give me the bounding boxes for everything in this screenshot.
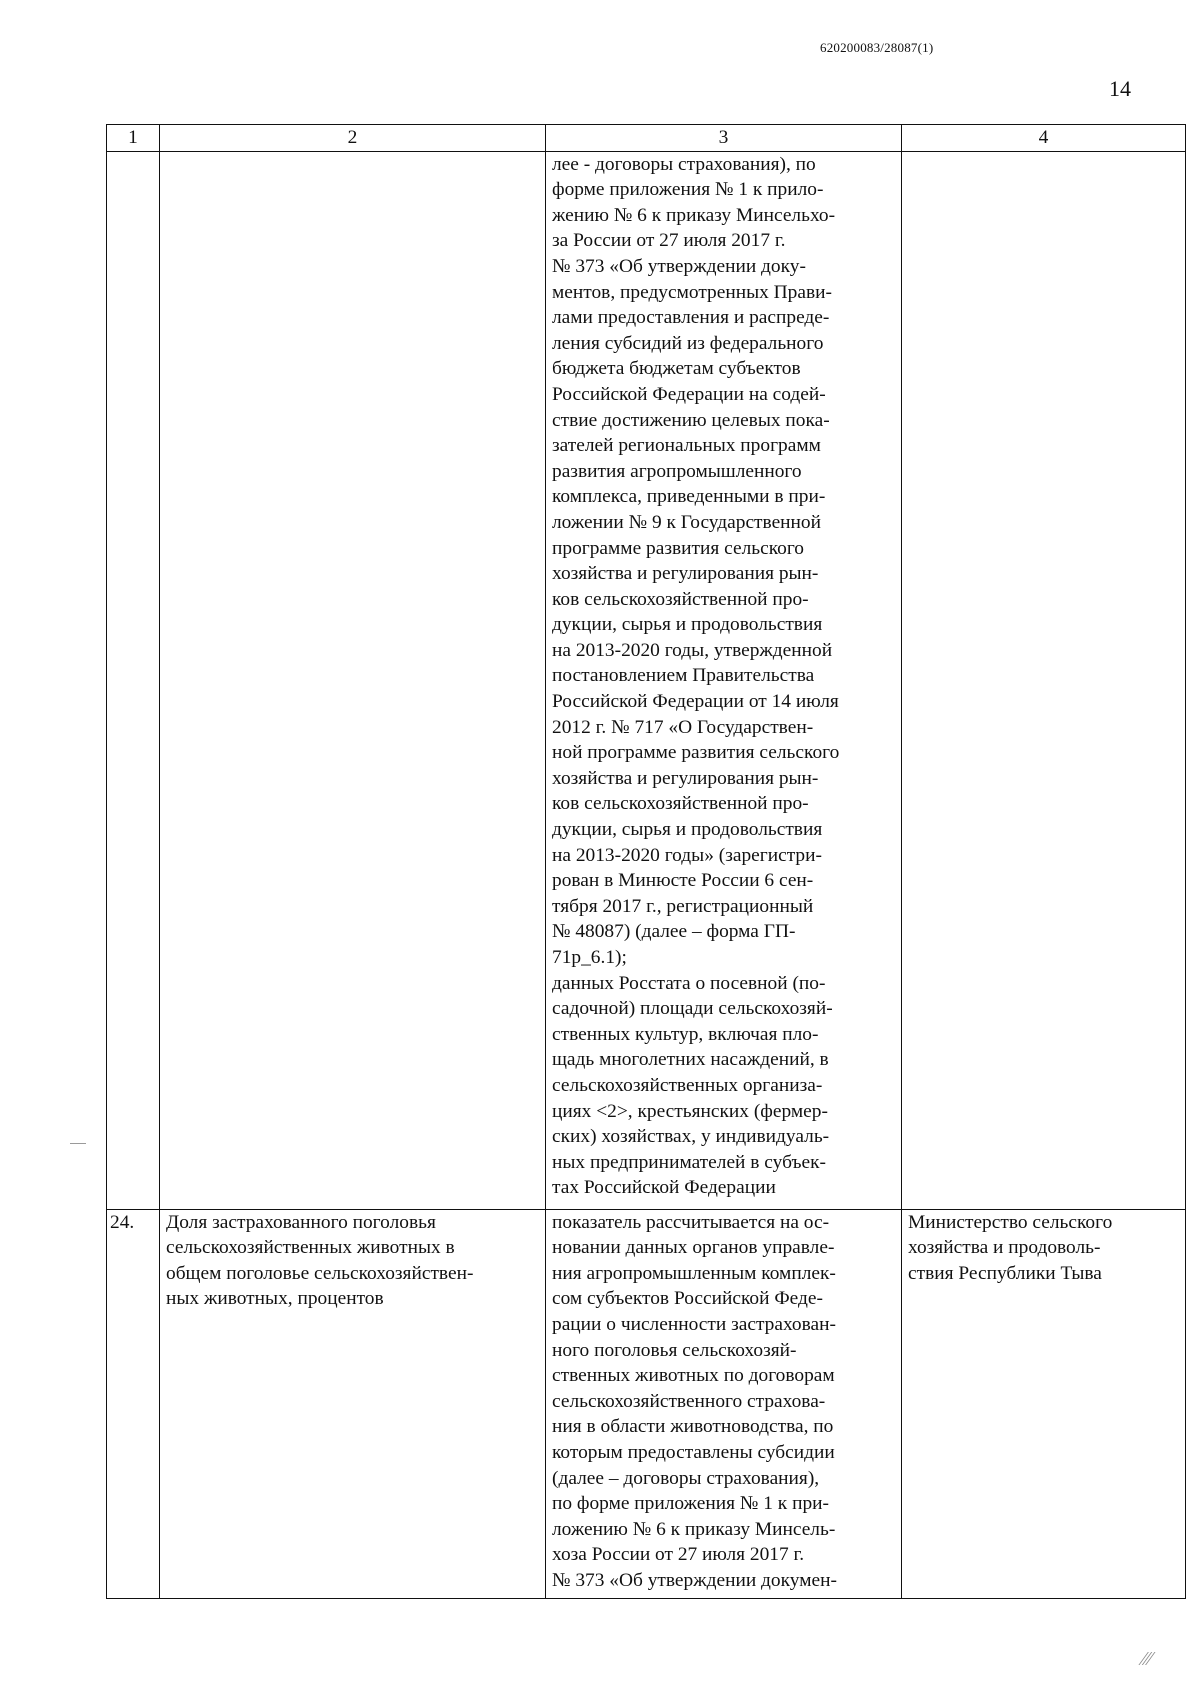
handwritten-mark: ⁄⁄⁄ <box>1142 1648 1153 1670</box>
text-line: хоза России от 27 июля 2017 г. <box>552 1544 805 1566</box>
text-line: 2012 г. № 717 «О Государствен- <box>552 716 814 738</box>
calculation-method-cell <box>546 1209 902 1598</box>
column-header-1: 1 <box>107 125 160 152</box>
text-line: дукции, сырья и продовольствия <box>552 819 823 841</box>
text-line: 71р_6.1); <box>552 947 627 968</box>
text-line: ния в области животноводства, по <box>552 1416 834 1438</box>
text-line: хозяйства и регулирования рын- <box>552 767 819 789</box>
text-line: лами предоставления и распреде- <box>552 307 830 329</box>
page-number: 14 <box>1109 76 1131 101</box>
text-line: сельскохозяйственных организа- <box>552 1074 823 1096</box>
text-line: (далее – договоры страхования), <box>552 1467 820 1489</box>
text-line: на 2013-2020 годы» (зарегистри- <box>552 844 822 866</box>
text-line: ков сельскохозяйственной про- <box>552 588 809 610</box>
table-row-24 <box>107 1209 1186 1598</box>
responsible-cell <box>902 151 1186 1209</box>
text-line: ствия Республики Тыва <box>908 1262 1102 1284</box>
text-line: дукции, сырья и продовольствия <box>552 614 823 636</box>
text-line: жению № 6 к приказу Минсельхо- <box>552 204 836 226</box>
text-line: лее - договоры страхования), по <box>552 153 816 175</box>
column-header-row <box>107 125 1186 152</box>
text-line: развития агропромышленного <box>552 460 802 482</box>
row-number-cell <box>107 151 160 1209</box>
column-header-2: 2 <box>160 125 546 152</box>
text-line: новании данных органов управле- <box>552 1237 835 1259</box>
text-line: сом субъектов Российской Феде- <box>552 1288 823 1310</box>
text-line: № 373 «Об утверждении доку- <box>552 255 806 277</box>
text-line: ментов, предусмотренных Прави- <box>552 281 832 303</box>
text-line: ложении № 9 к Государственной <box>552 511 822 533</box>
text-line: показатель рассчитывается на ос- <box>552 1211 830 1233</box>
text-line: сельскохозяйственных животных в <box>166 1237 455 1259</box>
text-line: за России от 27 июля 2017 г. <box>552 230 786 252</box>
document-id: 620200083/28087(1) <box>820 40 934 55</box>
text-line: комплекса, приведенными в при- <box>552 486 826 508</box>
text-line: ния агропромышленным комплек- <box>552 1262 836 1284</box>
column-header-4: 4 <box>902 125 1186 152</box>
text-line: тября 2017 г., регистрационный <box>552 895 814 917</box>
column-header-3: 3 <box>546 125 902 152</box>
text-line: постановлением Правительства <box>552 665 815 687</box>
text-line: № 373 «Об утверждении докумен- <box>552 1569 837 1591</box>
text-line: общем поголовье сельскохозяйствен- <box>166 1262 474 1284</box>
indicator-cell <box>160 151 546 1209</box>
text-line: на 2013-2020 годы, утвержденной <box>552 639 833 661</box>
text-line: ских) хозяйствах, у индивидуаль- <box>552 1126 830 1148</box>
text-line: зателей региональных программ <box>552 435 821 457</box>
text-line: форме приложения № 1 к прило- <box>552 179 824 201</box>
text-line: ления субсидий из федерального <box>552 332 824 354</box>
text-line: ственных культур, включая пло- <box>552 1023 819 1045</box>
text-line: Министерство сельского <box>908 1211 1113 1233</box>
text-line: Доля застрахованного поголовья <box>166 1211 436 1233</box>
text-line: № 48087) (далее – форма ГП- <box>552 921 796 943</box>
text-line: ложению № 6 к приказу Минсель- <box>552 1518 836 1540</box>
text-line: хозяйства и продоволь- <box>908 1237 1101 1259</box>
text-line: программе развития сельского <box>552 537 805 559</box>
text-line: рации о численности застрахован- <box>552 1313 836 1335</box>
text-line: хозяйства и регулирования рын- <box>552 563 819 585</box>
text-line: циях <2>, крестьянских (фермер- <box>552 1100 828 1122</box>
text-line: сельскохозяйственного страхова- <box>552 1390 826 1412</box>
text-line: ствие достижению целевых пока- <box>552 409 830 431</box>
text-line: ных животных, процентов <box>166 1288 384 1310</box>
table-row-continuation <box>107 151 1186 1209</box>
row-number-cell: 24. <box>107 1209 160 1598</box>
text-line: рован в Минюсте России 6 сен- <box>552 870 814 892</box>
text-line: Российской Федерации от 14 июля <box>552 691 839 713</box>
text-line: данных Росстата о посевной (по- <box>552 972 826 994</box>
text-line: бюджета бюджетам субъектов <box>552 358 801 380</box>
text-line: ного поголовья сельскохозяй- <box>552 1339 797 1361</box>
margin-mark <box>70 1143 86 1144</box>
calculation-method-cell <box>546 151 902 1209</box>
indicator-table <box>106 124 1186 1599</box>
text-line: тах Российской Федерации <box>552 1177 776 1199</box>
text-line: Российской Федерации на содей- <box>552 383 826 405</box>
text-line: ственных животных по договорам <box>552 1365 835 1387</box>
text-line: ной программе развития сельского <box>552 742 840 764</box>
text-line: ков сельскохозяйственной про- <box>552 793 809 815</box>
text-line: щадь многолетних насаждений, в <box>552 1049 829 1071</box>
text-line: по форме приложения № 1 к при- <box>552 1493 829 1515</box>
text-line: которым предоставлены субсидии <box>552 1441 835 1463</box>
responsible-cell <box>902 1209 1186 1598</box>
text-line: ных предпринимателей в субъек- <box>552 1151 826 1173</box>
indicator-cell <box>160 1209 546 1598</box>
text-line: садочной) площади сельскохозяй- <box>552 998 833 1020</box>
